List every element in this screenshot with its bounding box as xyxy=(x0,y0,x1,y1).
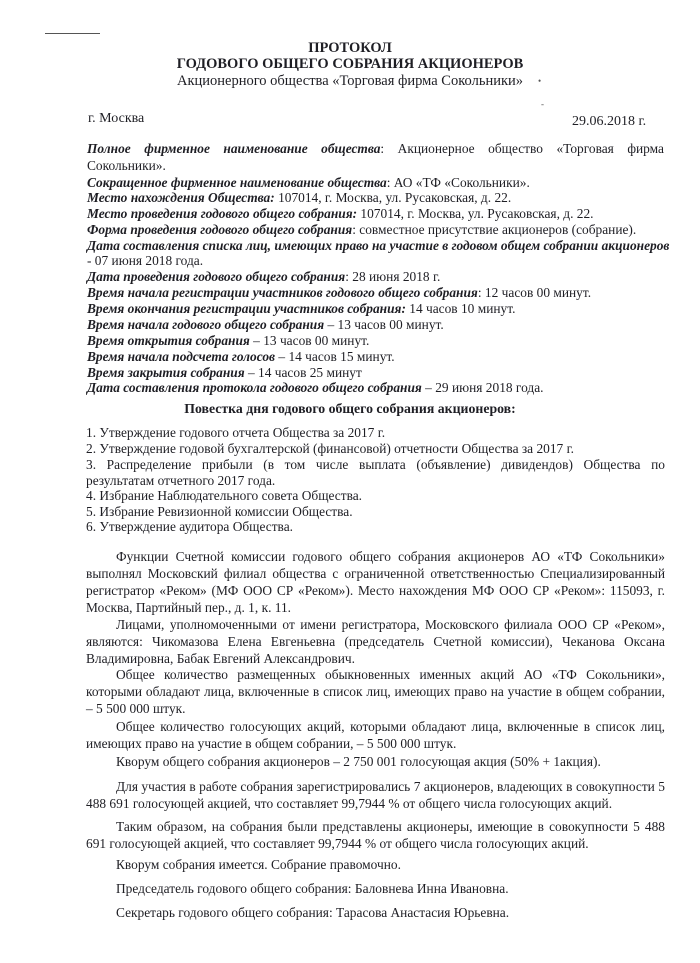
location-line xyxy=(87,189,511,206)
agenda-item-1: 1. Утверждение годового отчета Общества за 2017 г. xyxy=(86,425,386,440)
meeting-date-value: : 28 июня 2018 г. xyxy=(345,269,441,284)
short-name-value: : АО «ТФ «Сокольники». xyxy=(386,175,530,190)
agenda-item-6: 6. Утверждение аудитора Общества. xyxy=(86,519,293,534)
voting-shares-paragraph: Общее количество голосующих акций, которыми обладают лица, включенные в список лиц, имеющих право на участие в общем собрании, – 5 500 000 штук. xyxy=(86,719,665,751)
document-subtitle: ГОДОВОГО ОБЩЕГО СОБРАНИЯ АКЦИОНЕРОВ xyxy=(176,56,524,72)
count-start-label: Время начала подсчета голосов xyxy=(87,349,276,364)
reg-end-value: 14 часов 10 минут. xyxy=(405,301,516,316)
counting-commission-paragraph: Функции Счетной комиссии годового общего собрания акционеров АО «ТФ Сокольники» выполнял Московский филиал общества с ограниченной ответственностью Специализированный регистратор «Реком» (МФ ООО СР «Реком»). Место нахождения МФ ООО СР «Реком»: 115093, г. Москва, Партийный пер., д. 1, к. 11. xyxy=(86,549,665,615)
agenda-heading: Повестка дня годового общего собрания акционеров: xyxy=(184,401,516,416)
document-title: ПРОТОКОЛ xyxy=(308,40,392,56)
quorum-present-paragraph: Кворум собрания имеется. Собрание правомочно. xyxy=(116,857,401,872)
count-start-value: – 14 часов 15 минут. xyxy=(275,349,395,364)
full-name-value: : Акционерное общество «Торговая фирма xyxy=(380,141,664,156)
meeting-date-line xyxy=(87,268,440,285)
agenda-item-2: 2. Утверждение годовой бухгалтерской (финансовой) отчетности Общества за 2017 г. xyxy=(86,441,574,456)
agenda-item-4: 4. Избрание Наблюдательного совета Общества. xyxy=(86,488,363,503)
authorized-persons-paragraph: Лицами, уполномоченными от имени регистратора, Московского филиала ООО СР «Реком», являются: Чикомазова Елена Евгеньевна (председатель Счетной комиссии), Чеканова Оксана Владимировна, Бабак Евгений Александрович. xyxy=(86,617,665,666)
protocol-date-line xyxy=(87,379,544,396)
company-name: Акционерного общества «Торговая фирма Сокольники» xyxy=(176,73,524,89)
full-name-line xyxy=(87,140,664,157)
represented-paragraph: Таким образом, на собрания были представлены акционеры, имеющие в совокупности 5 488 691 голосующей акцией, что составляет 99,7944 % от общего числа голосующих акций. xyxy=(86,819,665,851)
opening-label: Время открытия собрания xyxy=(87,333,250,348)
reg-end-line xyxy=(87,300,515,317)
protocol-date-value: – 29 июня 2018 года. xyxy=(421,380,544,395)
meeting-start-line xyxy=(87,316,444,333)
form-value: : совместное присутствие акционеров (собрание). xyxy=(352,222,637,237)
meeting-place-line xyxy=(87,205,594,222)
protocol-date-label: Дата составления протокола годового общего собрания xyxy=(87,380,422,395)
total-shares-paragraph: Общее количество размещенных обыкновенных именных акций АО «ТФ Сокольники», которыми обладают лица, включенные в список лиц, имеющих право на участие в общем собрании, – 5 500 000 штук. xyxy=(86,667,665,716)
full-name-label: Полное фирменное наименование общества xyxy=(87,141,381,156)
agenda-item-3-cont: результатам отчетного 2017 года. xyxy=(86,473,276,488)
location-value: 107014, г. Москва, ул. Русаковская, д. 22. xyxy=(274,190,512,205)
registered-paragraph: Для участия в работе собрания зарегистрировались 7 акционеров, владеющих в совокупности 5 488 691 голосующей акцией, что составляет 99,7944 % от общего числа голосующих акций. xyxy=(86,779,665,811)
reg-start-line xyxy=(87,284,591,301)
list-date-label: Дата составления списка лиц, имеющих право на участие в годовом общем собрании акционеров xyxy=(87,238,670,253)
full-name-line-2: Сокольники». xyxy=(87,158,166,173)
form-label: Форма проведения годового общего собрания xyxy=(87,222,353,237)
count-start-line xyxy=(87,348,395,365)
document-date: 29.06.2018 г. xyxy=(572,114,647,129)
form-line xyxy=(87,221,636,238)
short-name-label: Сокращенное фирменное наименование общества xyxy=(87,175,387,190)
meeting-date-label: Дата проведения годового общего собрания xyxy=(87,269,346,284)
opening-line xyxy=(87,332,369,349)
city: г. Москва xyxy=(88,111,145,126)
scan-speck: • xyxy=(538,76,542,86)
meeting-place-label: Место проведения годового общего собрания: xyxy=(87,206,358,221)
closing-label: Время закрытия собрания xyxy=(87,365,245,380)
reg-start-label: Время начала регистрации участников годового общего собрания xyxy=(87,285,478,300)
meeting-start-value: – 13 часов 00 минут. xyxy=(324,317,444,332)
scan-speck: - xyxy=(541,99,544,109)
secretary-paragraph: Секретарь годового общего собрания: Тарасова Анастасия Юрьевна. xyxy=(116,905,510,920)
closing-value: – 14 часов 25 минут xyxy=(244,365,362,380)
meeting-start-label: Время начала годового общего собрания xyxy=(87,317,325,332)
opening-value: – 13 часов 00 минут. xyxy=(249,333,370,348)
meeting-place-value: 107014, г. Москва, ул. Русаковская, д. 22. xyxy=(357,206,594,221)
reg-end-label: Время окончания регистрации участников собрания: xyxy=(87,301,406,316)
list-date-value: - 07 июня 2018 года. xyxy=(87,253,204,268)
agenda-item-5: 5. Избрание Ревизионной комиссии Общества. xyxy=(86,504,353,519)
top-rule xyxy=(45,33,100,34)
reg-start-value: : 12 часов 00 минут. xyxy=(477,285,592,300)
chairman-paragraph: Председатель годового общего собрания: Баловнева Инна Ивановна. xyxy=(116,881,509,896)
agenda-item-3: 3. Распределение прибыли (в том числе выплата (объявление) дивидендов) Общества по xyxy=(86,457,665,472)
location-label: Место нахождения Общества: xyxy=(87,190,275,205)
quorum-paragraph: Кворум общего собрания акционеров – 2 750 001 голосующая акция (50% + 1акция). xyxy=(116,754,601,769)
